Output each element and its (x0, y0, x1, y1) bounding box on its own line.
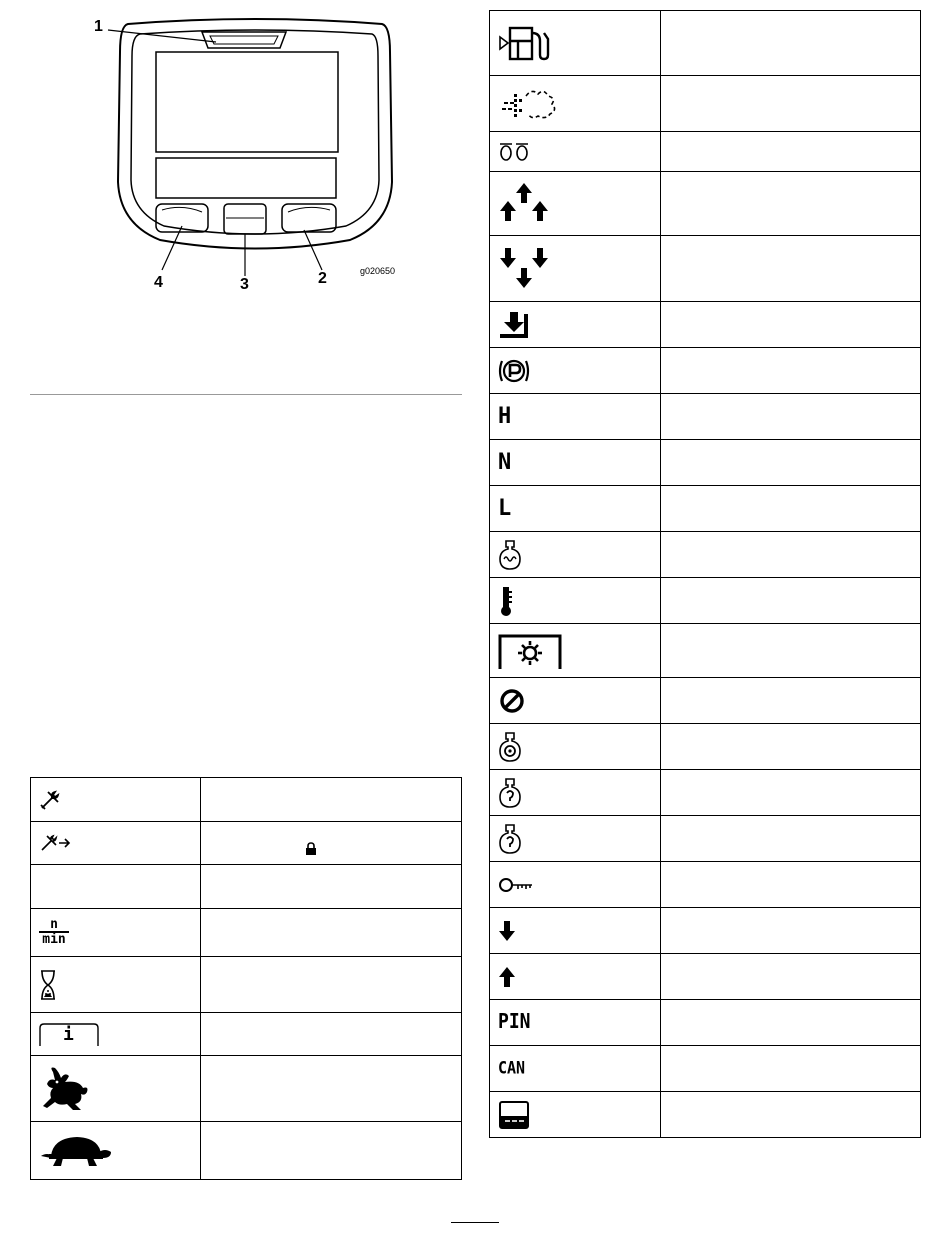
callout-3: 3 (240, 276, 249, 293)
icon-cell (490, 532, 661, 578)
description-cell (661, 236, 921, 302)
icon-cell (490, 440, 661, 486)
table-row (31, 822, 462, 865)
icon-cell (490, 236, 661, 302)
hourglass-icon (39, 969, 200, 1001)
icon-cell (31, 865, 201, 909)
table-row (490, 908, 921, 954)
icon-cell (490, 394, 661, 440)
icon-cell (490, 578, 661, 624)
description-cell (661, 1092, 921, 1138)
table-row (490, 624, 921, 678)
raise-icon (498, 965, 660, 989)
rpm-icon (39, 919, 200, 946)
table-row (490, 678, 921, 724)
description-cell (201, 865, 462, 909)
description-cell (661, 486, 921, 532)
display-icon (498, 1100, 660, 1130)
table-row (490, 862, 921, 908)
callout-2: 2 (318, 270, 327, 287)
icon-cell (31, 1122, 201, 1180)
low-range-icon: L (498, 495, 512, 521)
table-row (31, 1122, 462, 1180)
lock-icon (305, 842, 317, 855)
description-cell (661, 440, 921, 486)
callout-1: 1 (94, 18, 103, 35)
indicator-icon (498, 142, 660, 162)
coolant-temp-icon (498, 539, 660, 571)
description-cell (201, 1122, 462, 1180)
icon-cell (490, 678, 661, 724)
description-cell (661, 1000, 921, 1046)
neutral-icon: N (498, 449, 512, 475)
description-cell (661, 954, 921, 1000)
table-row (490, 954, 921, 1000)
icon-cell (490, 724, 661, 770)
table-row (31, 909, 462, 957)
table-row (490, 816, 921, 862)
table-row (490, 1000, 921, 1046)
infocenter-figure (90, 12, 420, 297)
icon-cell (31, 822, 201, 865)
icon-cell (490, 1000, 661, 1046)
table-row (490, 394, 921, 440)
table-row (490, 172, 921, 236)
table-row (490, 302, 921, 348)
key-icon (498, 874, 660, 896)
table-row (31, 957, 462, 1013)
description-cell (661, 348, 921, 394)
table-row (490, 532, 921, 578)
description-cell (201, 1013, 462, 1056)
seat-icon (498, 310, 660, 340)
table-row (490, 11, 921, 76)
table-row (490, 578, 921, 624)
table-row (31, 778, 462, 822)
description-cell (661, 816, 921, 862)
start-engine-icon (498, 731, 660, 763)
not-allowed-icon (498, 687, 660, 715)
stop-engine-icon (498, 777, 660, 809)
can-bus-icon: CAN (498, 1057, 526, 1078)
description-cell (661, 76, 921, 132)
description-cell (201, 778, 462, 822)
icon-table-right (489, 10, 921, 1138)
description-cell (201, 909, 462, 957)
icon-cell (490, 1046, 661, 1092)
table-row (490, 76, 921, 132)
description-cell (661, 11, 921, 76)
description-cell (201, 822, 462, 865)
icon-cell (31, 957, 201, 1013)
description-cell (661, 394, 921, 440)
table-row (490, 348, 921, 394)
description-cell (661, 172, 921, 236)
parking-brake-icon (498, 357, 660, 385)
wrench-icon (39, 789, 200, 811)
table-row (490, 724, 921, 770)
table-row (490, 236, 921, 302)
icon-cell (490, 816, 661, 862)
infocenter-drawing (90, 12, 420, 297)
figure-code: g020650 (360, 266, 396, 276)
rabbit-icon (39, 1066, 200, 1112)
info-icon (39, 1022, 99, 1046)
pin-icon: PIN (498, 1009, 531, 1034)
description-cell (661, 862, 921, 908)
icon-cell (490, 76, 661, 132)
callout-4: 4 (154, 274, 163, 291)
icon-cell (490, 1092, 661, 1138)
glow-plug-icon (498, 86, 660, 122)
rpm-top: n (50, 917, 58, 932)
table-row (490, 486, 921, 532)
wrench-arrow-icon (39, 833, 200, 853)
description-cell (661, 624, 921, 678)
table-row (490, 770, 921, 816)
description-cell (661, 770, 921, 816)
icon-cell (490, 11, 661, 76)
table-row (31, 1056, 462, 1122)
icon-cell (490, 624, 661, 678)
description-cell (661, 532, 921, 578)
table-row (490, 1092, 921, 1138)
icon-cell (490, 172, 661, 236)
icon-cell (490, 348, 661, 394)
icon-table-left (30, 777, 462, 1180)
icon-cell (490, 954, 661, 1000)
description-cell (661, 908, 921, 954)
icon-cell (31, 1013, 201, 1056)
thermometer-icon (498, 585, 660, 617)
table-row (490, 440, 921, 486)
description-cell (661, 302, 921, 348)
table-row (490, 1046, 921, 1092)
pto-icon (498, 633, 660, 669)
icon-cell (490, 770, 661, 816)
lower-icon (498, 919, 660, 943)
icon-cell (490, 908, 661, 954)
high-range-icon: H (498, 403, 512, 429)
table-row (31, 865, 462, 909)
description-cell (201, 1056, 462, 1122)
lower-decks-icon (498, 246, 660, 292)
turtle-icon (39, 1134, 200, 1168)
page-number-rule (451, 1222, 499, 1223)
icon-cell (31, 909, 201, 957)
description-cell (661, 132, 921, 172)
icon-cell (490, 486, 661, 532)
icon-cell (31, 1056, 201, 1122)
table-row (490, 132, 921, 172)
icon-cell (490, 302, 661, 348)
description-cell (661, 578, 921, 624)
icon-cell (490, 132, 661, 172)
description-cell (661, 678, 921, 724)
description-cell (661, 724, 921, 770)
icon-cell (31, 778, 201, 822)
table-row (31, 1013, 462, 1056)
fuel-level-icon (498, 25, 660, 61)
description-cell (661, 1046, 921, 1092)
icon-cell (490, 862, 661, 908)
description-cell (201, 957, 462, 1013)
section-divider (30, 394, 462, 395)
engine-icon (498, 823, 660, 855)
rpm-bottom: min (42, 932, 66, 947)
info-glyph: i (63, 1024, 74, 1045)
raise-decks-icon (498, 181, 660, 227)
